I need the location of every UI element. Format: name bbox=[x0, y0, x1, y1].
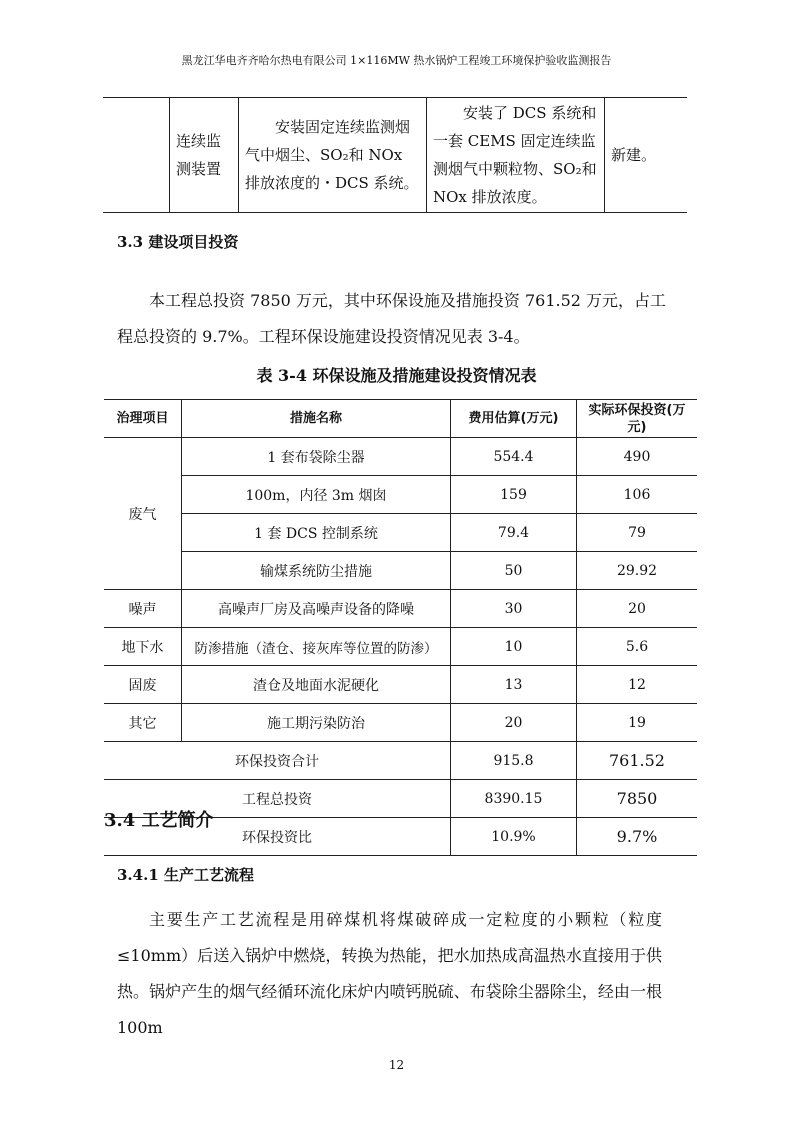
section-3-4-1-title: 3.4.1 生产工艺流程 bbox=[117, 866, 254, 884]
section-3-4-1-paragraph: 主要生产工艺流程是用碎煤机将煤破碎成一定粒度的小颗粒（粒度≤10mm）后送入锅炉中燃烧，转换为热能，把水加热成高温热水直接用于供热。锅炉产生的烟气经循环流化床炉内喷钙脱硫、布袋除尘器除尘，经由一根 100m bbox=[117, 910, 662, 1037]
investment-table bbox=[104, 399, 697, 856]
table-row bbox=[103, 98, 687, 213]
estimate-cell: 159 bbox=[451, 476, 577, 514]
note-cell: 新建。 bbox=[605, 98, 688, 213]
total-label: 环保投资比 bbox=[104, 818, 451, 856]
section-3-4-title: 3.4 工艺简介 bbox=[104, 810, 214, 831]
actual-cell: 490 bbox=[577, 438, 698, 476]
page-number: 12 bbox=[388, 1058, 405, 1072]
measure-cell: 高噪声厂房及高噪声设备的降噪 bbox=[182, 590, 451, 628]
group-cell: 其它 bbox=[104, 704, 182, 742]
group-cell: 地下水 bbox=[104, 628, 182, 666]
group-cell: 固废 bbox=[104, 666, 182, 704]
estimate-cell: 20 bbox=[451, 704, 577, 742]
total-label: 工程总投资 bbox=[104, 780, 451, 818]
actual-cell: 29.92 bbox=[577, 552, 698, 590]
actual-cell: 安装了 DCS 系统和一套 CEMS 固定连续监测烟气中颗粒物、SO₂和 NOx 排放浓度。 bbox=[427, 98, 605, 213]
table-row bbox=[104, 666, 697, 704]
actual-cell: 19 bbox=[577, 704, 698, 742]
table-row bbox=[104, 628, 697, 666]
actual-cell: 106 bbox=[577, 476, 698, 514]
actual-cell: 79 bbox=[577, 514, 698, 552]
actual-cell: 5.6 bbox=[577, 628, 698, 666]
total-label: 环保投资合计 bbox=[104, 742, 451, 780]
estimate-cell: 10.9% bbox=[451, 818, 577, 856]
table-row bbox=[104, 438, 697, 476]
estimate-cell: 30 bbox=[451, 590, 577, 628]
table-header-row bbox=[104, 400, 697, 438]
planned-cell: 安装固定连续监测烟气中烟尘、SO₂和 NOx 排放浓度的・DCS 系统。 bbox=[239, 98, 427, 213]
table-row bbox=[104, 704, 697, 742]
estimate-cell: 13 bbox=[451, 666, 577, 704]
header-cell: 费用估算(万元) bbox=[451, 400, 577, 438]
header-cell: 实际环保投资(万元) bbox=[577, 400, 698, 438]
continued-table bbox=[103, 97, 687, 213]
actual-cell: 761.52 bbox=[577, 742, 698, 780]
actual-cell: 7850 bbox=[577, 780, 698, 818]
measure-cell: 输煤系统防尘措施 bbox=[182, 552, 451, 590]
measure-cell: 1 套 DCS 控制系统 bbox=[182, 514, 451, 552]
table-row bbox=[104, 590, 697, 628]
section-3-3-title: 3.3 建设项目投资 bbox=[117, 233, 239, 251]
estimate-cell: 8390.15 bbox=[451, 780, 577, 818]
estimate-cell: 50 bbox=[451, 552, 577, 590]
header-cell: 措施名称 bbox=[182, 400, 451, 438]
estimate-cell: 554.4 bbox=[451, 438, 577, 476]
table-row bbox=[104, 476, 697, 514]
group-cell: 废气 bbox=[104, 438, 182, 590]
table-row bbox=[104, 514, 697, 552]
header-cell: 治理项目 bbox=[104, 400, 182, 438]
section-3-3-paragraph: 本工程总投资 7850 万元，其中环保设施及措施投资 761.52 万元，占工程总投资的 9.7%。工程环保设施建设投资情况见表 3-4。 bbox=[117, 291, 667, 346]
actual-cell: 20 bbox=[577, 590, 698, 628]
measure-cell: 100m，内径 3m 烟囱 bbox=[182, 476, 451, 514]
measure-cell: 渣仓及地面水泥硬化 bbox=[182, 666, 451, 704]
page-header: 黑龙江华电齐齐哈尔热电有限公司 1×116MW 热水锅炉工程竣工环境保护验收监测报告 bbox=[181, 54, 612, 67]
table-caption: 表 3-4 环保设施及措施建设投资情况表 bbox=[256, 366, 537, 385]
estimate-cell: 10 bbox=[451, 628, 577, 666]
item-cell: 连续监测装置 bbox=[170, 98, 239, 213]
actual-cell: 9.7% bbox=[577, 818, 698, 856]
group-cell: 噪声 bbox=[104, 590, 182, 628]
total-row bbox=[104, 742, 697, 780]
estimate-cell: 915.8 bbox=[451, 742, 577, 780]
actual-cell: 12 bbox=[577, 666, 698, 704]
estimate-cell: 79.4 bbox=[451, 514, 577, 552]
table-row bbox=[104, 552, 697, 590]
measure-cell: 1 套布袋除尘器 bbox=[182, 438, 451, 476]
measure-cell: 防渗措施（渣仓、接灰库等位置的防渗） bbox=[182, 628, 451, 666]
measure-cell: 施工期污染防治 bbox=[182, 704, 451, 742]
